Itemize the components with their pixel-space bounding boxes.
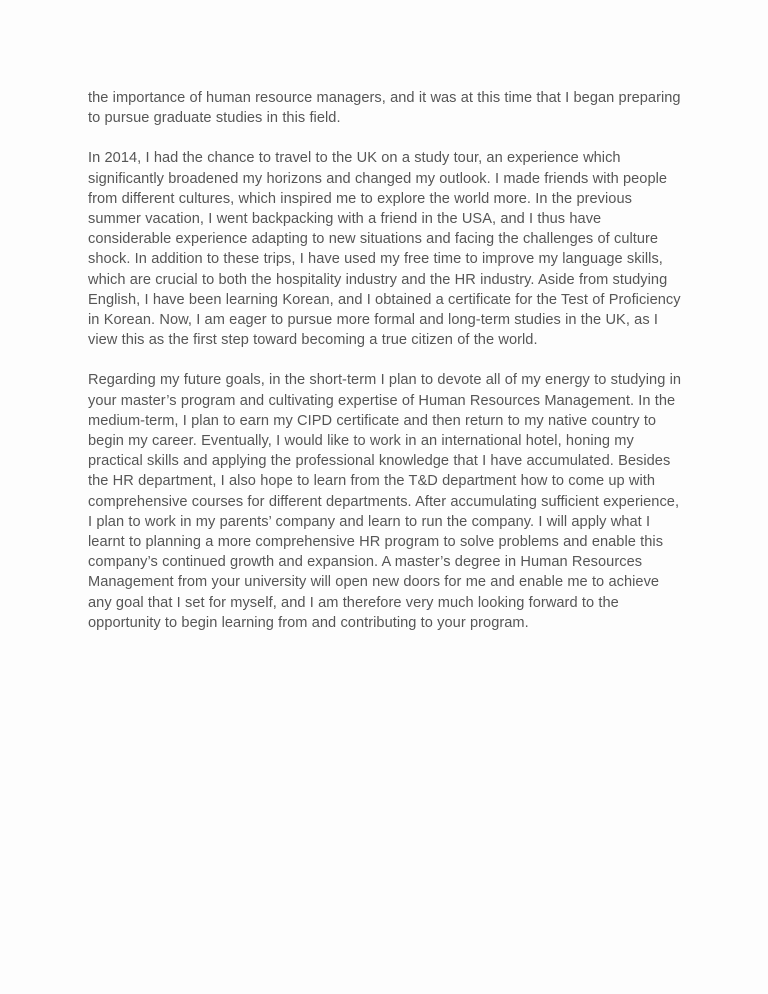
paragraph-future-goals: Regarding my future goals, in the short-term I plan to devote all of my energy to studying in your master’s program and cultivating expertise of Human Resources Management. In the medium-term, I plan to earn my CIPD certificate and then return to my native country to begin my career. Eventually, I would like to work in an international hotel, honing my practical skills and applying the professional knowledge that I have accumulated. Besides the HR department, I also hope to learn from the T&D department how to come up with comprehensive courses for different departments. After accumulating sufficient experience, I plan to work in my parents’ company and learn to run the company. I will apply what I learnt to planning a more comprehensive HR program to solve problems and enable this company’s continued growth and expansion. A master’s degree in Human Resources Management from your university will open new doors for me and enable me to achieve any goal that I set for myself, and I am therefore very much looking forward to the opportunity to begin learning from and contributing to your program. bbox=[88, 372, 682, 631]
paragraph-continuation: the importance of human resource managers, and it was at this time that I began preparing to pursue graduate studies in this field. bbox=[88, 90, 681, 127]
paragraph-uk-study-tour: In 2014, I had the chance to travel to the UK on a study tour, an experience which significantly broadened my horizons and changed my outlook. I made friends with people from different cultures, which inspired me to explore the world more. In the previous summer vacation, I went backpacking with a friend in the USA, and I thus have considerable experience adapting to new situations and facing the challenges of culture shock. In addition to these trips, I have used my free time to improve my language skills, which are crucial to both the hospitality industry and the HR industry. Aside from studying English, I have been learning Korean, and I obtained a certificate for the Test of Proficiency in Korean. Now, I am eager to pursue more formal and long-term studies in the UK, as I view this as the first step toward becoming a true citizen of the world. bbox=[88, 150, 681, 349]
document-text-column bbox=[88, 88, 682, 633]
